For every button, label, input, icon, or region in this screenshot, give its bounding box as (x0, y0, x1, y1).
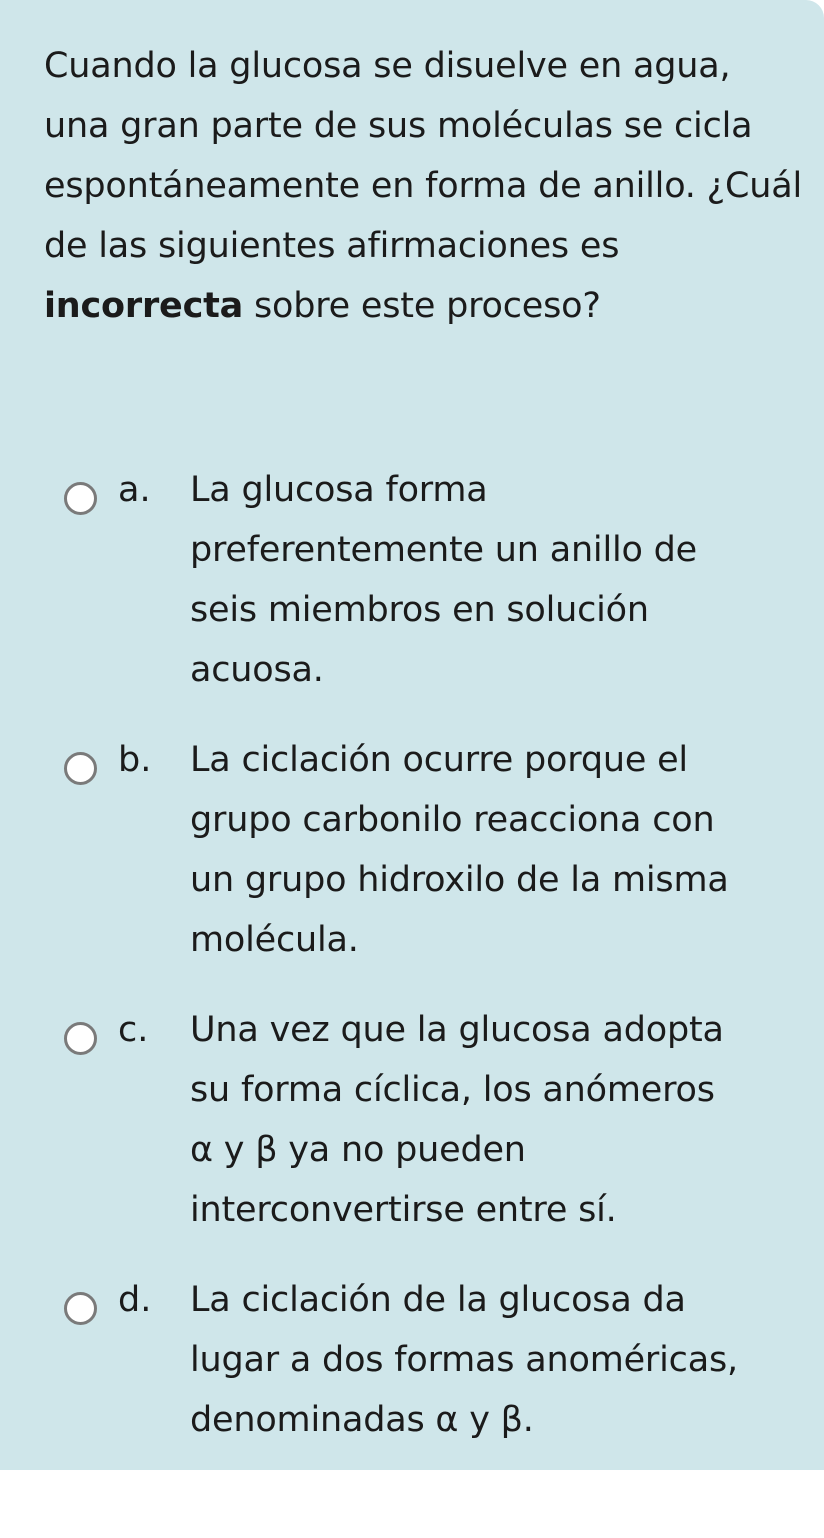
option-a-line-2: preferentemente un anillo de (190, 530, 697, 570)
option-text-a[interactable] (190, 460, 800, 700)
option-letter-d: d. (118, 1280, 152, 1320)
option-a-line-4: acuosa. (190, 650, 324, 690)
option-b-line-4: molécula. (190, 920, 359, 960)
option-b-line-3: un grupo hidroxilo de la misma (190, 860, 729, 900)
option-c[interactable] (0, 998, 824, 1268)
answer-options (0, 458, 824, 1538)
option-a-line-1: La glucosa forma (190, 470, 488, 510)
option-d-line-1: La ciclación de la glucosa da (190, 1280, 686, 1320)
option-text-c[interactable] (190, 1000, 800, 1240)
option-a[interactable] (0, 458, 824, 728)
option-b[interactable] (0, 728, 824, 998)
option-d-line-2: lugar a dos formas anoméricas, (190, 1340, 738, 1380)
option-c-line-3: α y β ya no pueden (190, 1130, 526, 1170)
option-text-d[interactable] (190, 1270, 800, 1450)
question-text (44, 36, 804, 336)
option-d[interactable] (0, 1268, 824, 1538)
radio-button-c[interactable] (64, 1022, 97, 1055)
option-letter-b: b. (118, 740, 152, 780)
option-b-line-1: La ciclación ocurre porque el (190, 740, 688, 780)
option-letter-a: a. (118, 470, 151, 510)
option-c-line-1: Una vez que la glucosa adopta (190, 1010, 724, 1050)
option-letter-c: c. (118, 1010, 149, 1050)
radio-button-a[interactable] (64, 482, 97, 515)
option-a-line-3: seis miembros en solución (190, 590, 649, 630)
option-c-line-4: interconvertirse entre sí. (190, 1190, 617, 1230)
radio-button-d[interactable] (64, 1292, 97, 1325)
option-c-line-2: su forma cíclica, los anómeros (190, 1070, 715, 1110)
question-emphasis: incorrecta (44, 286, 244, 326)
option-text-b[interactable] (190, 730, 800, 970)
question-part-1: Cuando la glucosa se disuelve en agua, una gran parte de sus moléculas se cicla espontáneamente en forma de anillo. ¿Cuál de las siguientes afirmaciones es (44, 46, 803, 266)
radio-button-b[interactable] (64, 752, 97, 785)
option-b-line-2: grupo carbonilo reacciona con (190, 800, 715, 840)
option-d-line-3: denominadas α y β. (190, 1400, 534, 1440)
question-part-2: sobre este proceso? (243, 286, 601, 326)
